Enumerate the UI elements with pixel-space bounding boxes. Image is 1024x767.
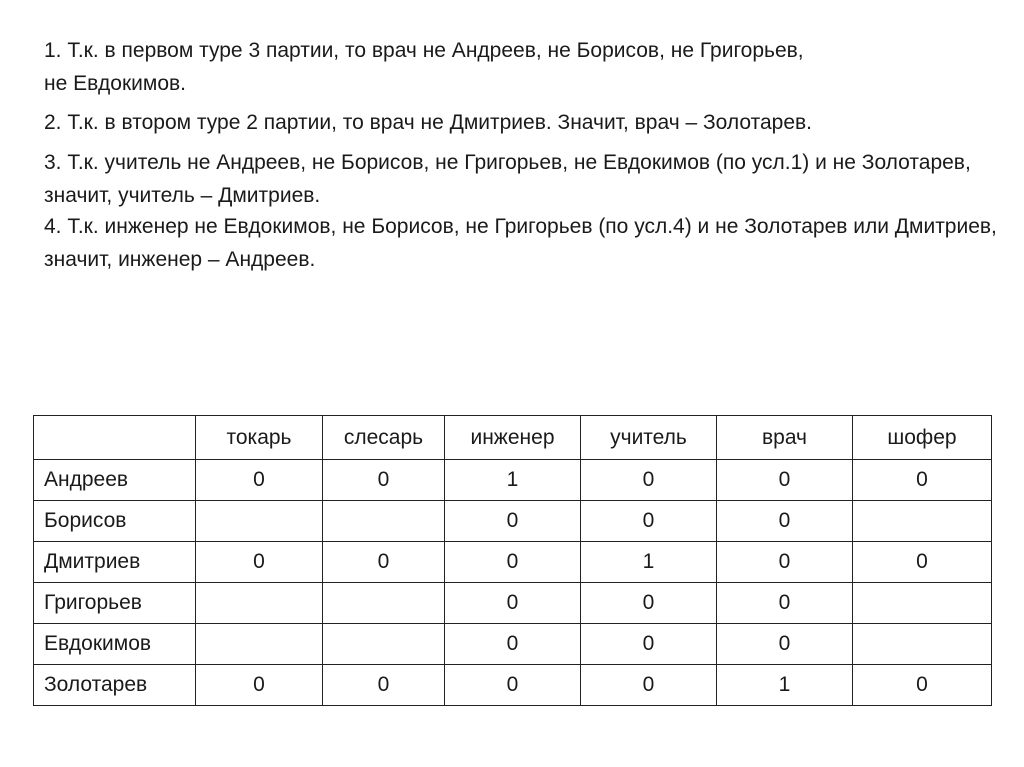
table-cell (196, 501, 323, 542)
column-header: инженер (445, 416, 581, 460)
table-cell (323, 583, 445, 624)
table-cell: 1 (581, 542, 717, 583)
column-header: шофер (853, 416, 992, 460)
logic-grid-table (33, 415, 992, 706)
table-cell: 0 (717, 542, 853, 583)
column-header: слесарь (323, 416, 445, 460)
paragraph-2: 2. Т.к. в втором туре 2 партии, то врач не Дмитриев. Значит, врач – Золотарев. (44, 111, 813, 134)
table-cell (323, 501, 445, 542)
table-cell (853, 583, 992, 624)
row-name: Андреев (34, 460, 196, 501)
table-row (34, 501, 992, 542)
table-cell (853, 624, 992, 665)
table-cell: 0 (196, 542, 323, 583)
row-name: Григорьев (34, 583, 196, 624)
row-name: Евдокимов (34, 624, 196, 665)
table-cell: 0 (323, 665, 445, 706)
table-cell: 1 (717, 665, 853, 706)
table-corner-cell (34, 416, 196, 460)
table-cell: 0 (853, 460, 992, 501)
column-header: токарь (196, 416, 323, 460)
table-cell: 0 (717, 501, 853, 542)
table-row (34, 460, 992, 501)
table-cell (196, 583, 323, 624)
paragraph-1: 1. Т.к. в первом туре 3 партии, то врач не Андреев, не Борисов, не Григорьев, не Евдокимов. (44, 39, 804, 95)
table-row (34, 542, 992, 583)
table-cell (196, 624, 323, 665)
table-cell (853, 501, 992, 542)
paragraph-3: 3. Т.к. учитель не Андреев, не Борисов, не Григорьев, не Евдокимов (по усл.1) и не Золотарев, значит, учитель – Дмитриев. (44, 151, 971, 207)
table-cell: 0 (445, 583, 581, 624)
row-name: Борисов (34, 501, 196, 542)
table-row (34, 583, 992, 624)
table-cell: 0 (323, 542, 445, 583)
row-name: Золотарев (34, 665, 196, 706)
paragraph-4: 4. Т.к. инженер не Евдокимов, не Борисов, не Григорьев (по усл.4) и не Золотарев или Дмитриев, значит, инженер – Андреев. (44, 215, 997, 271)
table-cell: 0 (581, 665, 717, 706)
table-cell: 0 (445, 665, 581, 706)
table-cell: 0 (445, 624, 581, 665)
column-header: учитель (581, 416, 717, 460)
table-cell: 0 (581, 624, 717, 665)
table-cell: 1 (445, 460, 581, 501)
table-cell: 0 (445, 501, 581, 542)
table-cell: 0 (581, 583, 717, 624)
table-row (34, 665, 992, 706)
table-cell: 0 (196, 665, 323, 706)
table-cell: 0 (717, 583, 853, 624)
table-cell: 0 (717, 460, 853, 501)
table-row (34, 624, 992, 665)
table-cell: 0 (853, 665, 992, 706)
table-header-row (34, 416, 992, 460)
table-cell: 0 (717, 624, 853, 665)
table-cell (323, 624, 445, 665)
column-header: врач (717, 416, 853, 460)
table-cell: 0 (581, 460, 717, 501)
table-cell: 0 (853, 542, 992, 583)
table-cell: 0 (581, 501, 717, 542)
row-name: Дмитриев (34, 542, 196, 583)
table-cell: 0 (196, 460, 323, 501)
table-cell: 0 (323, 460, 445, 501)
table-cell: 0 (445, 542, 581, 583)
